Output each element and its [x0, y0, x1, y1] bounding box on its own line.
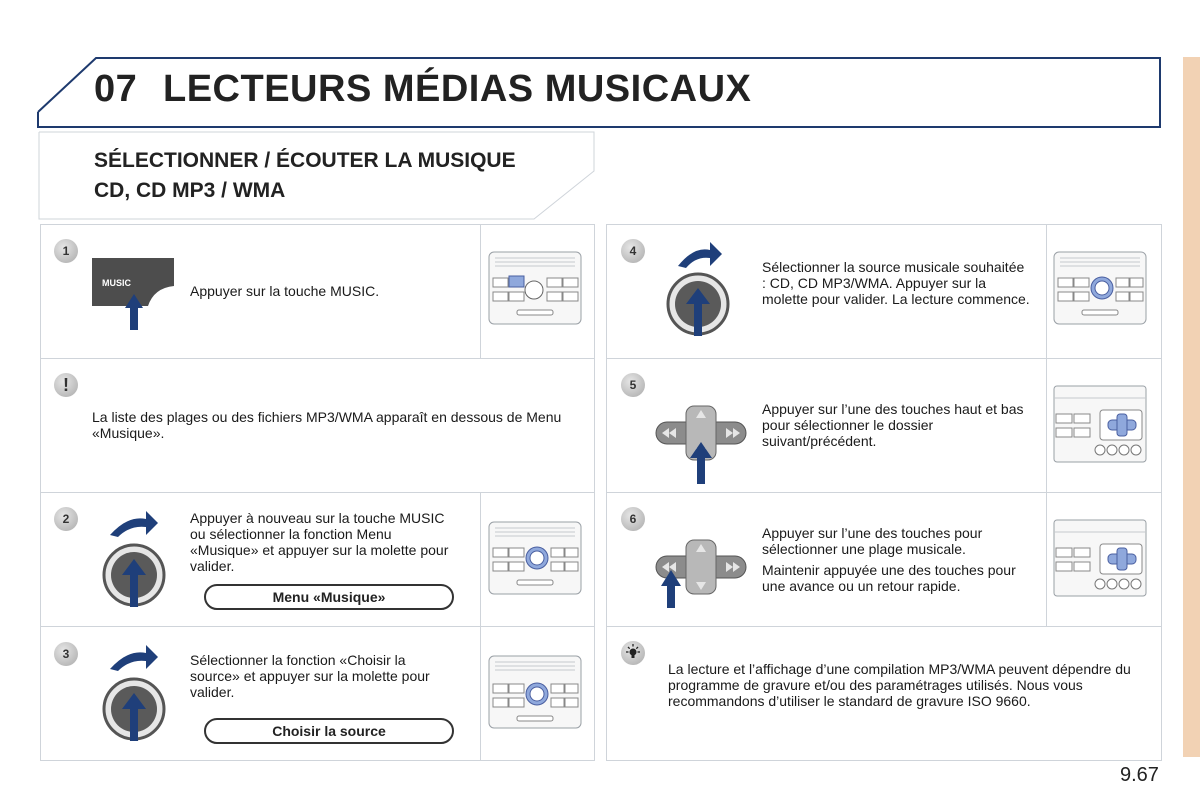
rotary-knob-icon [100, 639, 170, 749]
step-3-divider [480, 626, 481, 761]
chapter-tab-strip [1183, 57, 1200, 757]
note-warning-icon: ! [54, 373, 78, 397]
step-6-number: 6 [621, 507, 645, 531]
page-number: 9.67 [1120, 764, 1159, 786]
choisir-la-source-button[interactable]: Choisir la source [204, 718, 454, 744]
step-4-text: Sélectionner la source musicale souhaitée : CD, CD MP3/WMA. Appuyer sur la molette pour valider. La lecture commence. [762, 259, 1030, 307]
menu-musique-button[interactable]: Menu «Musique» [204, 584, 454, 610]
music-key-icon [92, 256, 178, 334]
section-title-line-2: CD, CD MP3 / WMA [94, 179, 286, 202]
music-key-label: MUSIC [102, 278, 131, 288]
step-6-divider [1046, 492, 1047, 627]
step-2-divider [480, 492, 481, 627]
step-3-number: 3 [54, 642, 78, 666]
radio-panel-illustration-4 [1052, 250, 1148, 326]
radio-panel-illustration-2 [487, 520, 583, 596]
tip-text: La lecture et l’affichage d’une compilation MP3/WMA peuvent dépendre du programme de gravure et/ou des paramétrages utilisés. Nous vous recommandons d’utiliser le standard de gravure ISO 9660. [668, 661, 1131, 709]
rotary-knob-icon [100, 505, 170, 615]
direction-pad-icon [654, 540, 748, 610]
radio-panel-illustration-6 [1052, 518, 1148, 598]
step-1-number: 1 [54, 239, 78, 263]
step-3-text: Sélectionner la fonction «Choisir la source» et appuyer sur la molette pour valider. [190, 652, 430, 700]
step-1-divider [480, 224, 481, 359]
note-text: La liste des plages ou des fichiers MP3/WMA apparaît en dessous de Menu «Musique». [92, 409, 562, 441]
step-5-number: 5 [621, 373, 645, 397]
radio-panel-illustration-1 [487, 250, 583, 326]
direction-pad-icon [654, 404, 748, 486]
step-5-divider [1046, 358, 1047, 493]
step-6-text-1: Appuyer sur l’une des touches pour sélectionner une plage musicale. [762, 525, 983, 557]
step-6-text-2: Maintenir appuyée une des touches pour une avance ou un retour rapide. [762, 562, 1016, 594]
section-title [94, 146, 516, 206]
step-2-number: 2 [54, 507, 78, 531]
chapter-number: 07 [94, 68, 138, 110]
rotary-knob-icon [664, 236, 734, 346]
chapter-title: LECTEURS MÉDIAS MUSICAUX [163, 68, 752, 110]
step-5-text: Appuyer sur l’une des touches haut et bas pour sélectionner le dossier suivant/précédent. [762, 401, 1024, 449]
radio-panel-illustration-3 [487, 654, 583, 730]
tip-lightbulb-icon [621, 641, 645, 665]
step-4-divider [1046, 224, 1047, 359]
section-title-line-1: SÉLECTIONNER / ÉCOUTER LA MUSIQUE [94, 149, 516, 172]
step-4-number: 4 [621, 239, 645, 263]
radio-panel-illustration-5 [1052, 384, 1148, 464]
step-2-text: Appuyer à nouveau sur la touche MUSIC ou sélectionner la fonction Menu «Musique» et appuyer sur la molette pour valider. [190, 510, 449, 574]
step-1-text: Appuyer sur la touche MUSIC. [190, 283, 380, 299]
